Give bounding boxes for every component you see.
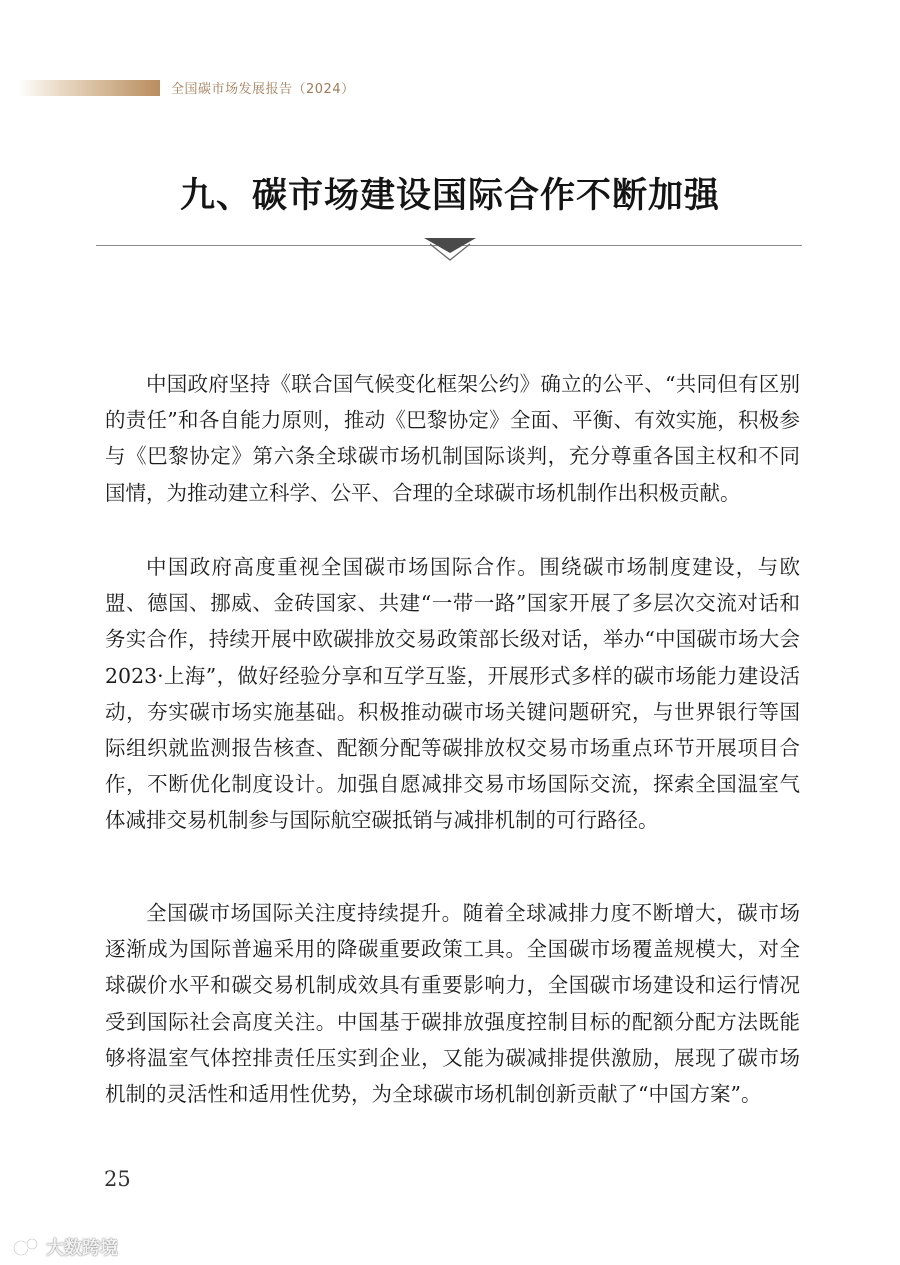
body-paragraph: 中国政府高度重视全国碳市场国际合作。围绕碳市场制度建设，与欧盟、德国、挪威、金砖国家、共建“一带一路”国家开展了多层次交流对话和务实合作，持续开展中欧碳排放交易政策部长级对话，举办“中国碳市场大会2023·上海”，做好经验分享和互学互鉴，开展形式多样的碳市场能力建设活动，夯实碳市场实施基础。积极推动碳市场关键问题研究，与世界银行等国际组织就监测报告核查、配额分配等碳排放权交易市场重点环节开展项目合作，不断优化制度设计。加强自愿减排交易市场国际交流，探索全国温室气体减排交易机制参与国际航空碳抵销与减排机制的可行路径。 [105,555,800,833]
chevron-down-icon [424,238,476,262]
report-title: 全国碳市场发展报告（2024） [171,82,355,97]
body-paragraph: 全国碳市场国际关注度持续提升。随着全球减排力度不断增大，碳市场逐渐成为国际普遍采用的降碳重要政策工具。全国碳市场覆盖规模大，对全球碳价水平和碳交易机制成效具有重要影响力，全国碳市场建设和运行情况受到国际社会高度关注。中国基于碳排放强度控制目标的配额分配方法既能够将温室气体控排责任压实到企业，又能为碳减排提供激励，展现了碳市场机制的灵活性和适用性优势，为全球碳市场机制创新贡献了“中国方案”。 [105,901,800,1107]
header-accent-bar [18,80,160,96]
watermark [12,1232,118,1262]
body-paragraph: 中国政府坚持《联合国气候变化框架公约》确立的公平、“共同但有区别的责任”和各自能力原则，推动《巴黎协定》全面、平衡、有效实施，积极参与《巴黎协定》第六条全球碳市场机制国际谈判，充分尊重各国主权和不同国情，为推动建立科学、公平、合理的全球碳市场机制作出积极贡献。 [105,372,800,505]
page-number: 25 [104,1167,131,1191]
watermark-text: 大数跨境 [46,1238,118,1259]
watermark-logo-icon [12,1235,40,1259]
section-title: 九、碳市场建设国际合作不断加强 [179,176,720,216]
